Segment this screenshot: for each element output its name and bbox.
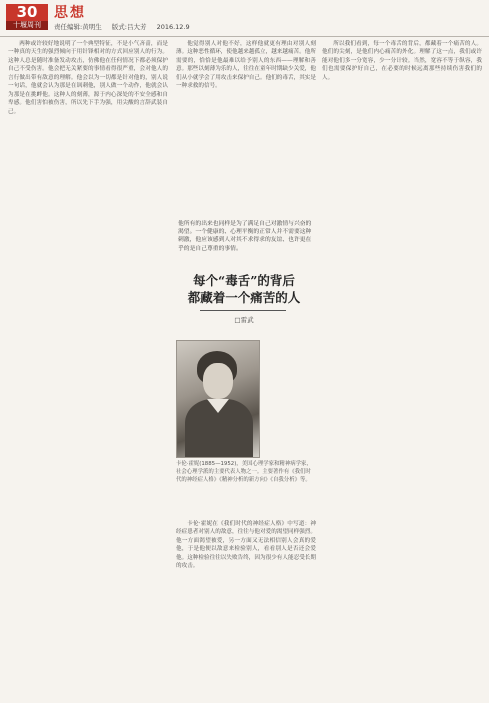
publication-name: 十堰周刊 bbox=[6, 21, 48, 30]
article-column-3 bbox=[322, 40, 482, 695]
page-header bbox=[0, 0, 489, 37]
author-byline: □雷武 bbox=[234, 316, 254, 324]
body-paragraph: 他觉得别人对他不好，这样他就更有理由对别人刻薄。这种恶性循环，使他越来越孤立，越来越痛苦。他所需要的，恰恰是他最难以给予别人的东西——理解和善意。那些以刻薄为乐的人，往往在童年时期缺少关爱，他们从小就学会了用攻击来保护自己。他们的毒舌，其实是一种求救的信号。 bbox=[176, 41, 316, 90]
page-number-box bbox=[6, 4, 48, 30]
issue-date: 2016.12.9 bbox=[156, 23, 190, 31]
editor: 责任编辑:黄明生 bbox=[54, 23, 102, 31]
title-divider bbox=[200, 310, 286, 311]
title-line-1: 每个“毒舌”的背后 bbox=[193, 273, 295, 288]
section-title: 思想 bbox=[54, 5, 86, 21]
author-portrait-image bbox=[176, 340, 260, 458]
editor-credits bbox=[54, 23, 198, 31]
body-paragraph: 所以我们看到，每一个毒舌的背后，都藏着一个痛苦的人。他们的尖刻，是他们内心痛苦的外化。理解了这一点，我们或许能对他们多一分宽容，少一分计较。当然，宽容不等于纵容，我们也需要保护好自己，在必要的时候远离那些持续伤害我们的人。 bbox=[322, 41, 482, 81]
photo-caption: 卡伦·霍妮(1885—1952)，美国心理学家和精神病学家，社会心理学派的主要代表人物之一。主要著作有《我们时代的神经症人格》《精神分析的新方向》《自我分析》等。 bbox=[176, 461, 312, 483]
page-number: 30 bbox=[16, 3, 38, 21]
pull-quote: 他所有的出来也同样是为了满足自己对激情与兴奋的渴望。一个健康的、心理平衡的正常人并不需要这种刺激，他应该感到人对其不求得求的友谊、也许更在乎的是自己尊重的事情。 bbox=[178, 221, 312, 252]
article-column-1 bbox=[8, 40, 168, 695]
article-column-2-top bbox=[176, 40, 316, 215]
body-paragraph: 卡伦·霍妮在《我们时代的神经症人格》中写道：神经症患者对别人的敌意，往往与他对爱的渴望同样强烈。他一方面渴望被爱，另一方面又无法相信别人会真的爱他，于是他便以敌意来检验别人，看看别人是否还会爱他。这种检验往往以失败告终，因为很少有人能忍受长期的攻击。 bbox=[176, 521, 316, 570]
layout-credit: 版式:吕大芳 bbox=[111, 23, 147, 31]
article-title bbox=[180, 272, 308, 306]
body-paragraph: 两种或许较好地说明了一个典型特征，不是小气吝啬，而是一种真的天生的强烈倾向于用针锋相对的方式回应别人的行为。这种人总是随时准备发动攻击，仿佛他在任何情况下都必须保护自己不受伤害。他会把无关紧要的事情看得很严重，会对他人的言行做出带有敌意的理解。他会以为一切都是针对他的，别人说一句话，他就会认为那是在讽刺他，别人做一个动作，他就会认为那是在挑衅他。这种人的刻薄，源于内心深处的不安全感和自卑感。他们害怕被伤害，所以先下手为强，用尖酸的言辞武装自己。 bbox=[8, 41, 168, 115]
article-column-2-bottom bbox=[176, 520, 316, 695]
title-line-2: 都藏着一个痛苦的人 bbox=[187, 290, 301, 305]
